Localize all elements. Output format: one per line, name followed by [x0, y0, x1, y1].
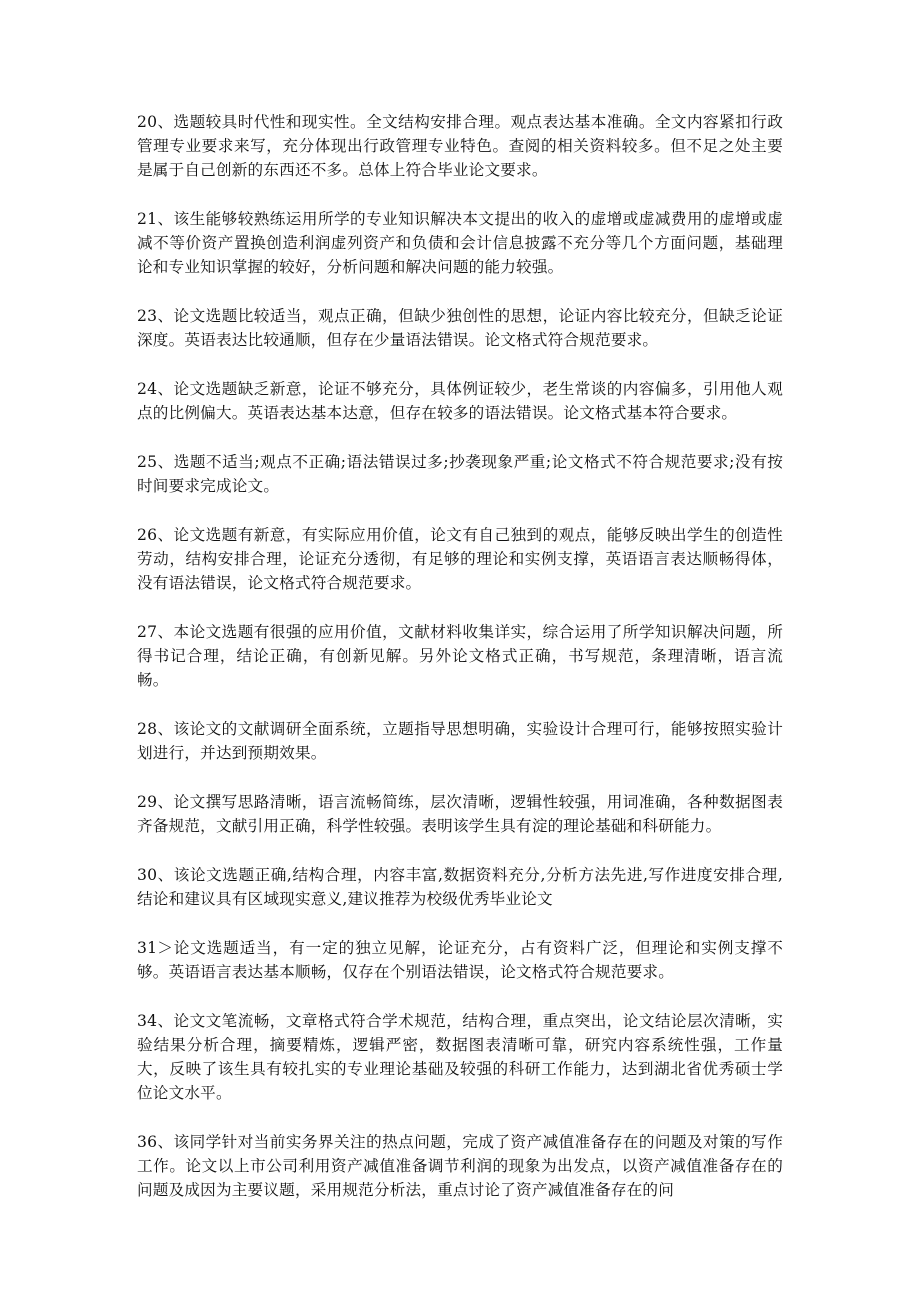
paragraph-29: 29、论文撰写思路清晰，语言流畅简练，层次清晰，逻辑性较强，用词准确，各种数据图表齐备规范，文献引用正确，科学性较强。表明该学生具有淀的理论基础和科研能力。	[137, 793, 783, 835]
paragraph-24: 24、论文选题缺乏新意，论证不够充分，具体例证较少，老生常谈的内容偏多，引用他人观点的比例偏大。英语表达基本达意，但存在较多的语法错误。论文格式基本符合要求。	[137, 380, 783, 422]
paragraph-31: 31＞论文选题适当，有一定的独立见解，论证充分，占有资料广泛，但理论和实例支撑不够。英语语言表达基本顺畅，仅存在个别语法错误，论文格式符合规范要求。	[137, 939, 783, 981]
paragraph-36: 36、该同学针对当前实务界关注的热点问题，完成了资产减值准备存在的问题及对策的写作工作。论文以上市公司利用资产减值准备调节利润的现象为出发点，以资产减值准备存在的问题及成因为主要议题，采用规范分析法，重点讨论了资产减值准备存在的问	[137, 1133, 783, 1199]
paragraph-27: 27、本论文选题有很强的应用价值，文献材料收集详实，综合运用了所学知识解决问题，所得书记合理，结论正确，有创新见解。另外论文格式正确，书写规范，条理清晰，语言流畅。	[137, 623, 783, 689]
document-body	[137, 110, 783, 1227]
paragraph-30: 30、该论文选题正确,结构合理，内容丰富,数据资料充分,分析方法先进,写作进度安排合理,结论和建议具有区域现实意义,建议推荐为校级优秀毕业论文	[137, 866, 783, 908]
paragraph-23: 23、论文选题比较适当，观点正确，但缺少独创性的思想，论证内容比较充分，但缺乏论证深度。英语表达比较通顺，但存在少量语法错误。论文格式符合规范要求。	[137, 307, 783, 349]
paragraph-26: 26、论文选题有新意，有实际应用价值，论文有自己独到的观点，能够反映出学生的创造性劳动，结构安排合理，论证充分透彻，有足够的理论和实例支撑，英语语言表达顺畅得体，没有语法错误，论文格式符合规范要求。	[137, 526, 783, 592]
paragraph-25: 25、选题不适当;观点不正确;语法错误过多;抄袭现象严重;论文格式不符合规范要求;没有按时间要求完成论文。	[137, 453, 783, 495]
paragraph-28: 28、该论文的文献调研全面系统，立题指导思想明确，实验设计合理可行，能够按照实验计划进行，并达到预期效果。	[137, 720, 783, 762]
paragraph-34: 34、论文文笔流畅，文章格式符合学术规范，结构合理，重点突出，论文结论层次清晰，实验结果分析合理，摘要精炼，逻辑严密，数据图表清晰可靠，研究内容系统性强，工作量大，反映了该生具有较扎实的专业理论基础及较强的科研工作能力，达到湖北省优秀硕士学位论文水平。	[137, 1012, 783, 1102]
paragraph-21: 21、该生能够较熟练运用所学的专业知识解决本文提出的收入的虚增或虚减费用的虚增或虚减不等价资产置换创造利润虚列资产和负债和会计信息披露不充分等几个方面问题，基础理论和专业知识掌握的较好，分析问题和解决问题的能力较强。	[137, 210, 783, 276]
paragraph-20: 20、选题较具时代性和现实性。全文结构安排合理。观点表达基本准确。全文内容紧扣行政管理专业要求来写，充分体现出行政管理专业特色。查阅的相关资料较多。但不足之处主要是属于自己创新的东西还不多。总体上符合毕业论文要求。	[137, 113, 783, 179]
